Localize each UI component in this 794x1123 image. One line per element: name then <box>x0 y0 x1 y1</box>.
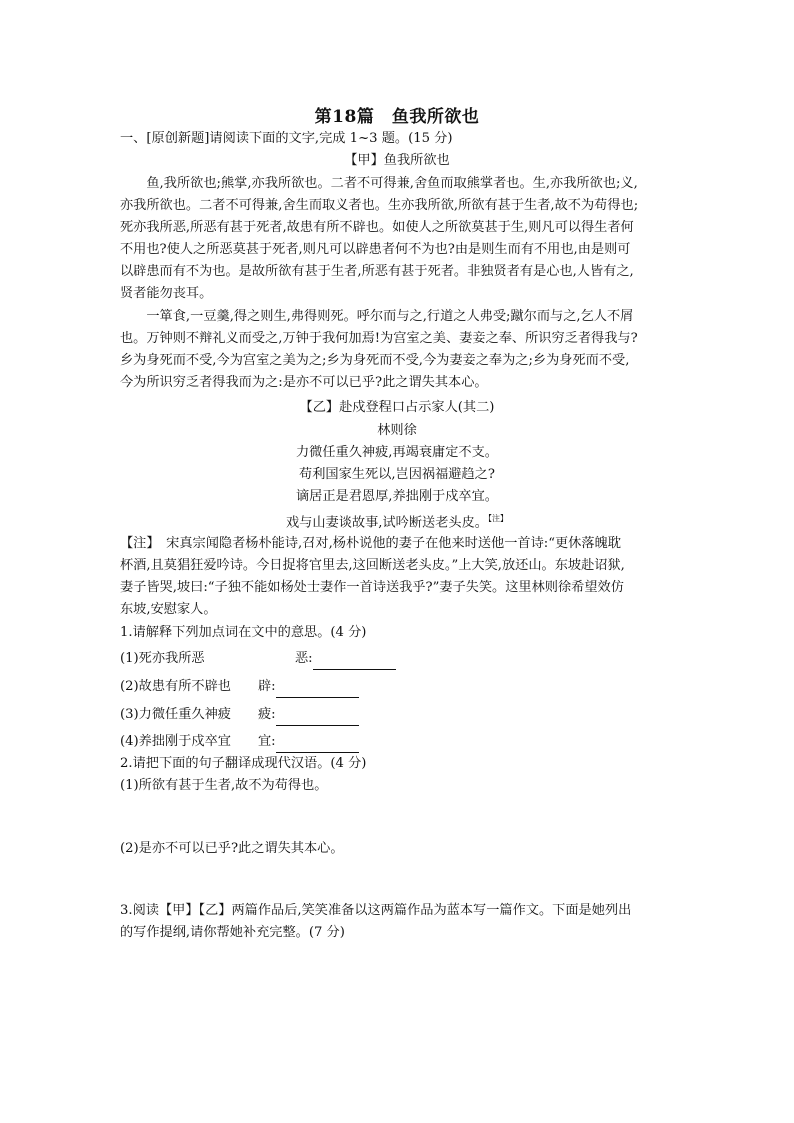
answer-blank[interactable] <box>276 683 359 698</box>
text-line: 不用也?使人之所恶莫甚于死者,则凡可以辟患者何不为也?由是则生而有不用也,由是则可 <box>120 242 631 257</box>
question-2-stem: 2.请把下面的句子翻译成现代汉语。(4 分) <box>120 756 367 771</box>
item-word: 辟: <box>258 679 276 694</box>
item-sentence: (2)故患有所不辟也 <box>120 679 231 694</box>
question-1-item <box>120 704 676 726</box>
question-1-item <box>120 731 676 753</box>
text-line: 鱼,我所欲也;熊掌,亦我所欲也。二者不可得兼,舍鱼而取熊掌者也。生,亦我所欲也;义, <box>120 176 638 191</box>
text-line: 以辟患而有不为也。是故所欲有甚于生者,所恶有甚于死者。非独贤者有是心也,人皆有之, <box>120 264 634 279</box>
poem-line: 力微任重久神疲,再竭衰庸定不支。 <box>295 445 498 460</box>
poem <box>0 442 794 530</box>
item-word: 恶: <box>295 651 313 666</box>
question-1-stem: 1.请解释下列加点词在文中的意思。(4 分) <box>120 625 367 640</box>
question-1-item <box>120 676 676 698</box>
poem-line: 谪居正是君恩厚,养拙刚于戍卒宜。 <box>295 489 498 504</box>
yi-author: 林则徐 <box>377 423 417 438</box>
text-line: 今为所识穷乏者得我而为之:是亦不可以已乎?此之谓失其本心。 <box>120 375 488 390</box>
answer-blank[interactable] <box>276 738 359 753</box>
item-word: 疲: <box>258 707 276 722</box>
question-1-item <box>120 648 676 670</box>
item-sentence: (4)养拙刚于戍卒宜 <box>120 734 231 749</box>
question-2-item: (2)是亦不可以已乎?此之谓失其本心。 <box>120 841 344 856</box>
text-line: 杯酒,且莫猖狂爱吟诗。今日捉将官里去,这回断送老头皮。”上大笑,放还山。东坡赴诏狱, <box>120 558 625 573</box>
answer-blank[interactable] <box>276 711 359 726</box>
note <box>120 533 676 621</box>
jia-paragraph-1 <box>120 173 676 305</box>
jia-title: 【甲】鱼我所欲也 <box>344 153 450 168</box>
note-marker: 【注】 <box>488 514 508 523</box>
yi-title: 【乙】赴戍登程口占示家人(其二) <box>299 400 495 415</box>
text-line: 一箪食,一豆羹,得之则生,弗得则死。呼尔而与之,行道之人弗受;蹴尔而与之,乞人不屑 <box>120 309 634 324</box>
text-line: 3.阅读【甲】【乙】两篇作品后,笑笑准备以这两篇作品为蓝本写一篇作文。下面是她列出 <box>120 903 632 918</box>
question-2-item: (1)所欲有甚于生者,故不为苟得也。 <box>120 778 328 793</box>
text-line: 也。万钟则不辩礼义而受之,万钟于我何加焉!为宫室之美、妻妾之奉、所识穷乏者得我与? <box>120 331 638 346</box>
jia-paragraph-2 <box>120 306 676 394</box>
text-line: 死亦我所恶,所恶有甚于死者,故患有所不辟也。如使人之所欲莫甚于生,则凡可以得生者何 <box>120 220 634 235</box>
text-line: 【注】 宋真宗闻隐者杨朴能诗,召对,杨朴说他的妻子在他来时送他一首诗:“更休落魄耽 <box>120 536 621 551</box>
text-line: 妻子皆哭,坡曰:“子独不能如杨处士妻作一首诗送我乎?”妻子失笑。这里林则徐希望效仿 <box>120 580 624 595</box>
poem-line: 戏与山妻谈故事,试吟断送老头皮。 <box>285 515 488 531</box>
question-3 <box>120 900 676 944</box>
text-line: 的写作提纲,请你帮她补充完整。(7 分) <box>120 925 345 940</box>
text-line: 东坡,安慰家人。 <box>120 602 217 617</box>
text-line: 贤者能勿丧耳。 <box>120 286 213 301</box>
page-title: 第18篇 鱼我所欲也 <box>314 107 480 127</box>
item-sentence: (1)死亦我所恶 <box>120 651 205 666</box>
text-line: 乡为身死而不受,今为宫室之美为之;乡为身死而不受,今为妻妾之奉为之;乡为身死而不受, <box>120 353 630 368</box>
section-header: 一、[原创新题]请阅读下面的文字,完成 1~3 题。(15 分) <box>120 131 453 146</box>
text-line: 亦我所欲也。二者不可得兼,舍生而取义者也。生亦我所欲,所欲有甚于生者,故不为苟得也; <box>120 198 639 213</box>
item-word: 宜: <box>258 734 276 749</box>
poem-line: 苟利国家生死以,岂因祸福避趋之? <box>299 467 495 482</box>
item-sentence: (3)力微任重久神疲 <box>120 707 231 722</box>
answer-blank[interactable] <box>313 655 396 670</box>
